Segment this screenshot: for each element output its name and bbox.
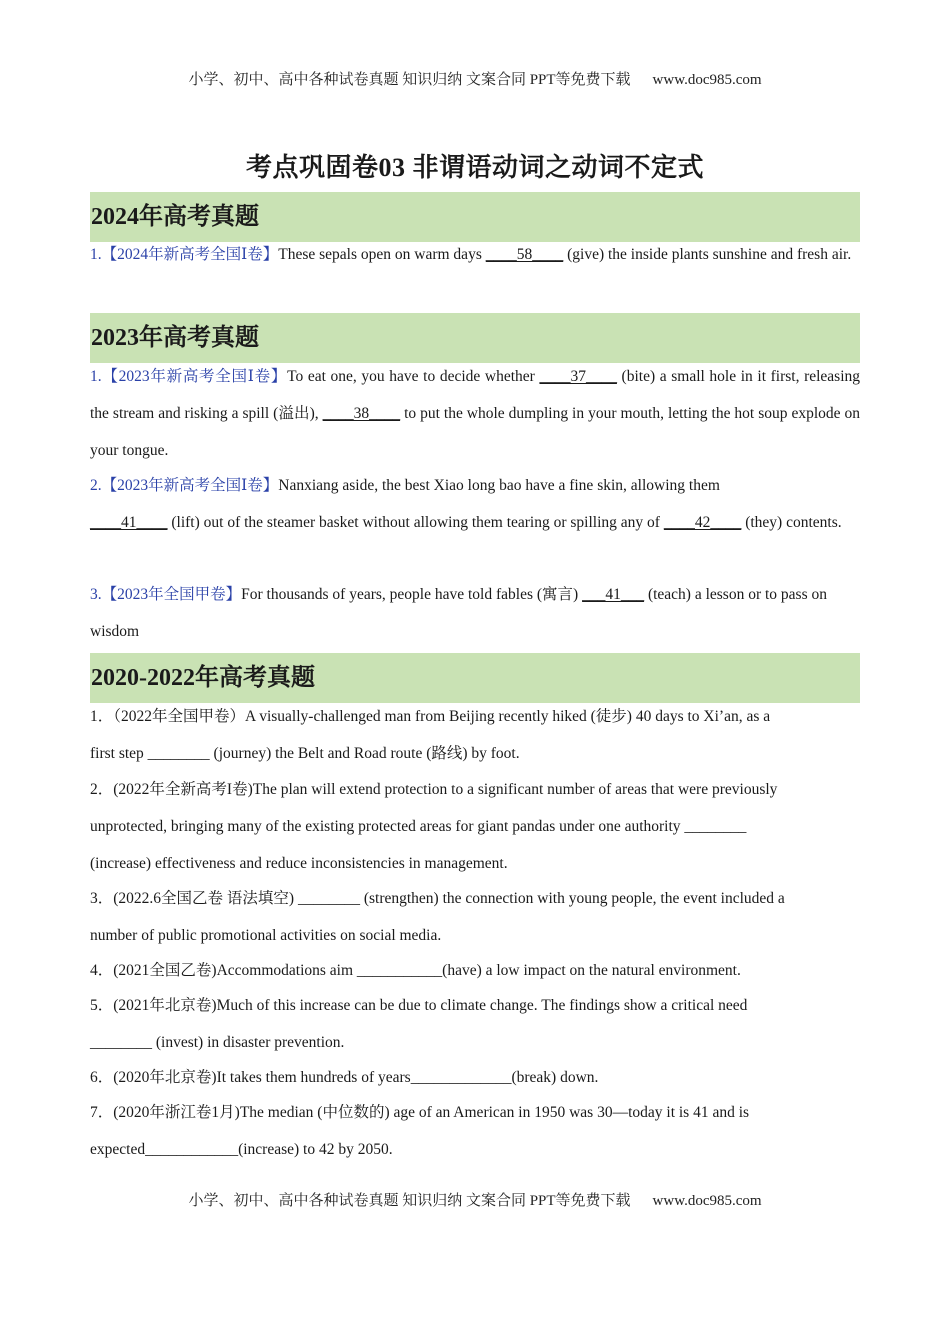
- question-number: 3.: [90, 586, 102, 603]
- question-source: 【2023年新高考全国Ⅰ卷】: [101, 368, 288, 385]
- question-line: unprotected, bringing many of the existing protected areas for giant pandas under one authority ________: [90, 818, 747, 835]
- section-heading-2023: 2023年高考真题: [90, 313, 860, 363]
- question-text: (bite) a small hole in it first, releasing the stream and risking a spill (溢出),: [90, 368, 861, 422]
- question-text: to put the whole dumpling in your mouth, letting the hot soup explode on your tongue.: [90, 405, 861, 459]
- question-source: 【2023年全国甲卷】: [101, 586, 242, 603]
- footer-text: 小学、初中、高中各种试卷真题 知识归纳 文案合同 PPT等免费下载: [188, 1193, 631, 1209]
- header-url[interactable]: www.doc985.com: [652, 72, 762, 88]
- page-title: 考点巩固卷03 非谓语动词之动词不定式: [245, 153, 704, 182]
- page-footer: [0, 1189, 950, 1210]
- question-2023-1: [90, 358, 860, 469]
- question-text: (give) the inside plants sunshine and fresh air.: [563, 246, 852, 263]
- question-number: 1.: [90, 368, 102, 385]
- question-text: (lift) out of the steamer basket without allowing them tearing or spilling any of: [167, 514, 664, 531]
- question-2021-5: [90, 987, 860, 1061]
- question-2023-3: [90, 576, 860, 650]
- question-line: 6．(2020年北京卷)It takes them hundreds of years_____________(break) down.: [90, 1069, 599, 1086]
- question-text: (they) contents.: [741, 514, 842, 531]
- question-text: These sepals open on warm days: [278, 246, 486, 263]
- answer-blank: ____37____: [539, 368, 617, 385]
- question-2021-4: [90, 952, 860, 989]
- question-number: 2.: [90, 477, 102, 494]
- question-number: 1.: [90, 246, 102, 263]
- question-text: To eat one, you have to decide whether: [287, 368, 540, 385]
- question-2020-7: [90, 1094, 860, 1168]
- question-2023-2: [90, 467, 860, 541]
- question-2022-3: [90, 880, 860, 954]
- question-line: expected____________(increase) to 42 by 2050.: [90, 1141, 393, 1158]
- question-text: Nanxiang aside, the best Xiao long bao have a fine skin, allowing them: [278, 477, 720, 494]
- header-text: 小学、初中、高中各种试卷真题 知识归纳 文案合同 PPT等免费下载: [188, 72, 631, 88]
- question-line: 1．（2022年全国甲卷）A visually-challenged man from Beijing recently hiked (徒步) 40 days to Xi’an, as a: [90, 708, 771, 725]
- question-line: 2．(2022年全新高考I卷)The plan will extend protection to a significant number of areas that were previously: [90, 781, 778, 798]
- question-2022-2: [90, 771, 860, 882]
- question-line: 4．(2021全国乙卷)Accommodations aim ___________(have) a low impact on the natural environment.: [90, 962, 741, 979]
- question-text: For thousands of years, people have told fables (寓言): [241, 586, 583, 603]
- answer-blank: ___41___: [582, 586, 645, 603]
- answer-blank: ____58____: [485, 246, 564, 263]
- question-2022-1: [90, 698, 860, 772]
- page-header: [0, 68, 950, 89]
- answer-blank: ____41____: [90, 514, 168, 531]
- question-text: (teach) a lesson or to pass on wisdom: [90, 586, 827, 640]
- question-line: 3．(2022.6全国乙卷 语法填空) ________ (strengthen) the connection with young people, the event included a: [90, 890, 785, 907]
- question-line: 7．(2020年浙江卷1月)The median (中位数的) age of an American in 1950 was 30—today it is 41 and is: [90, 1104, 750, 1121]
- question-line: 5．(2021年北京卷)Much of this increase can be due to climate change. The findings show a critical need: [90, 997, 748, 1014]
- question-2024-1: [90, 236, 860, 273]
- section-heading-2024: 2024年高考真题: [90, 192, 860, 242]
- question-line: first step ________ (journey) the Belt and Road route (路线) by foot.: [90, 745, 520, 762]
- question-source: 【2024年新高考全国Ⅰ卷】: [101, 246, 279, 263]
- question-line: ________ (invest) in disaster prevention.: [90, 1034, 345, 1051]
- question-line: number of public promotional activities on social media.: [90, 927, 442, 944]
- section-heading-2020-2022: 2020-2022年高考真题: [90, 653, 860, 703]
- question-2020-6: [90, 1059, 860, 1096]
- footer-url[interactable]: www.doc985.com: [652, 1193, 762, 1209]
- answer-blank: ____38____: [322, 405, 401, 422]
- answer-blank: ____42____: [663, 514, 742, 531]
- question-line: (increase) effectiveness and reduce inconsistencies in management.: [90, 855, 508, 872]
- question-source: 【2023年新高考全国Ⅰ卷】: [101, 477, 279, 494]
